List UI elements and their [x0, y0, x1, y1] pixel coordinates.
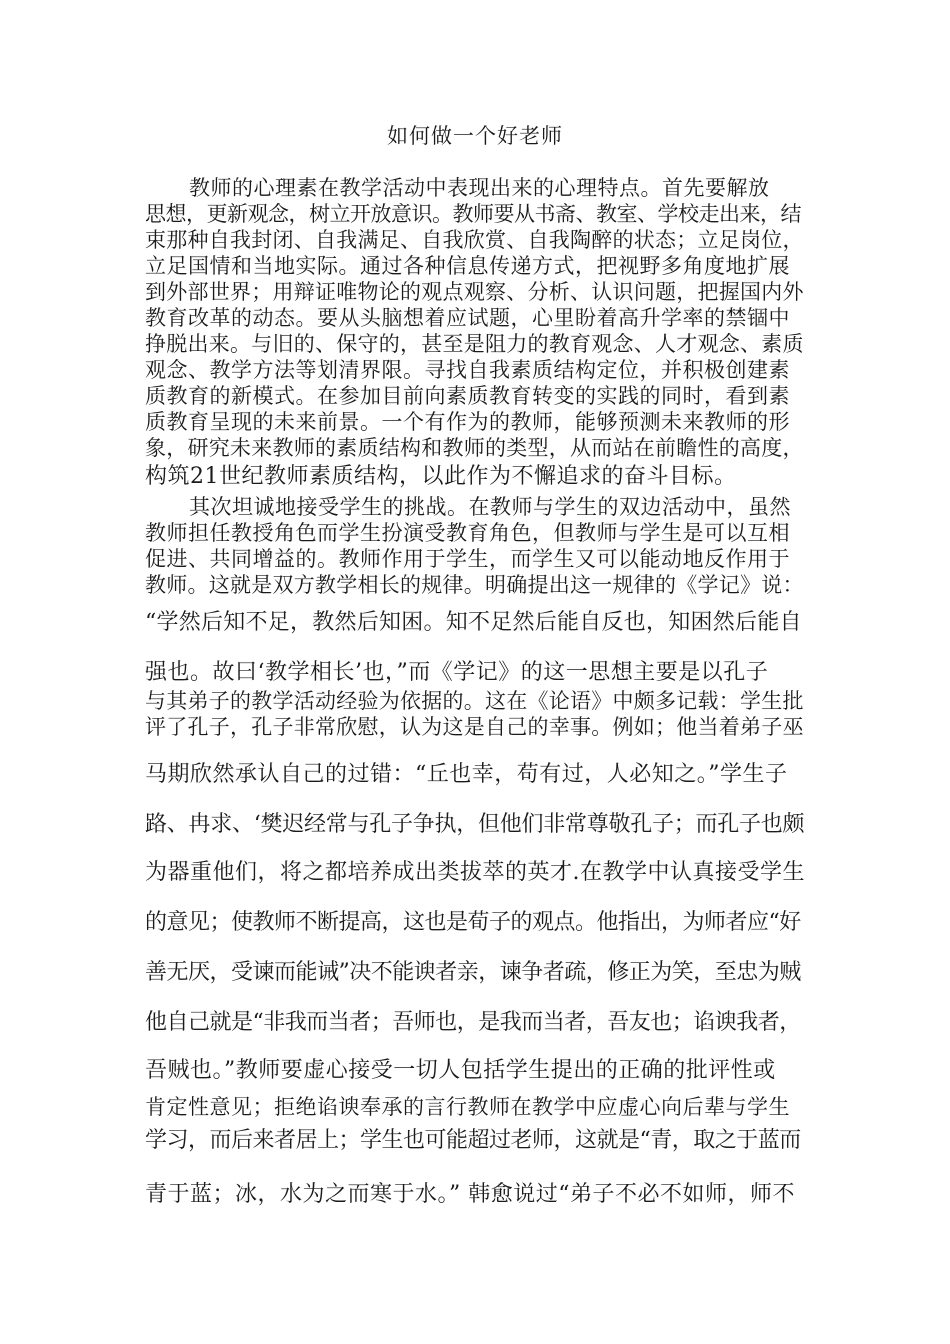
paragraph-line: 青于蓝；冰，水为之而寒于水。” 韩愈说过“弟子不必不如师，师不 — [145, 1182, 795, 1207]
paragraph-line: 构筑21世纪教师素质结构，以此作为不懈追求的奋斗目标。 — [145, 464, 737, 489]
paragraph-line: 教育改革的动态。要从头脑想着应试题，心里盼着高升学率的禁锢中 — [145, 306, 790, 330]
paragraph-line: 促进、共同增益的。教师作用于学生，而学生又可以能动地反作用于 — [145, 547, 790, 571]
paragraph-line: 教师。这就是双方教学相长的规律。明确提出这一规律的《学记》说： — [145, 573, 804, 597]
paragraph-line: 评了孔子，孔子非常欣慰，认为这是自己的幸事。例如；他当着弟子巫 — [145, 715, 804, 739]
paragraph-line: 的意见；使教师不断提高，这也是荀子的观点。他指出，为师者应“好 — [145, 910, 801, 935]
paragraph-line: 挣脱出来。与旧的、保守的，甚至是阻力的教育观念、人才观念、素质 — [145, 332, 804, 356]
paragraph-line: 善无厌，受谏而能诫”决不能谀者亲，谏争者疏，修正为笑，至忠为贼 — [145, 960, 801, 985]
paragraph-line: 质教育的新模式。在参加目前向素质教育转变的实践的同时，看到素 — [145, 384, 790, 408]
paragraph-line: 强也。故曰‘教学相长’也，”而《学记》的这一思想主要是以孔子 — [145, 660, 769, 685]
paragraph-line: 为器重他们，将之都培养成出类拔萃的英才.在教学中认真接受学生 — [145, 860, 805, 885]
paragraph-line: 象，研究未来教师的素质结构和教师的类型，从而站在前瞻性的高度， — [145, 436, 804, 460]
paragraph-line: 与其弟子的教学活动经验为依据的。这在《论语》中颇多记载：学生批 — [145, 689, 804, 713]
paragraph-line: 质教育呈现的未来前景。一个有作为的教师，能够预测未来教师的形 — [145, 410, 790, 434]
paragraph-line: 学习，而后来者居上；学生也可能超过老师，这就是“青，取之于蓝而 — [145, 1128, 801, 1153]
paragraph-line: 他自己就是“非我而当者；吾师也，是我而当者，吾友也；谄谀我者， — [145, 1010, 801, 1035]
paragraph-line: 观念、教学方法等划清界限。寻找自我素质结构定位，并积极创建素 — [145, 358, 790, 382]
paragraph-line: 吾贼也。”教师要虚心接受一切人包括学生提出的正确的批评性或 — [145, 1058, 776, 1083]
paragraph-line: “学然后知不足，教然后知困。知不足然后能自反也，知困然后能自 — [145, 610, 802, 635]
paragraph-line: 教师担任教授角色而学生扮演受教育角色，但教师与学生是可以互相 — [145, 521, 790, 545]
paragraph-line: 教师的心理素在教学活动中表现出来的心理特点。首先要解放 — [189, 176, 770, 200]
paragraph-line: 到外部世界；用辩证唯物论的观点观察、分析、认识问题，把握国内外 — [145, 280, 804, 304]
paragraph-line: 立足国情和当地实际。通过各种信息传递方式，把视野多角度地扩展 — [145, 254, 790, 278]
paragraph-line: 马期欣然承认自己的过错：“丘也幸，苟有过，人必知之。”学生子 — [145, 762, 788, 787]
paragraph-line: 路、冉求、‘樊迟经常与孔子争执，但他们非常尊敬孔子；而孔子也颇 — [145, 812, 805, 837]
paragraph-line: 束那种自我封闭、自我满足、自我欣赏、自我陶醉的状态；立足岗位， — [145, 228, 804, 252]
paragraph-line: 肯定性意见；拒绝谄谀奉承的言行教师在教学中应虚心向后辈与学生 — [145, 1095, 790, 1119]
paragraph-line: 思想，更新观念，树立开放意识。教师要从书斋、教室、学校走出来，结 — [145, 202, 801, 226]
document-title: 如何做一个好老师 — [387, 124, 563, 148]
paragraph-line: 其次坦诚地接受学生的挑战。在教师与学生的双边活动中，虽然 — [189, 495, 791, 519]
